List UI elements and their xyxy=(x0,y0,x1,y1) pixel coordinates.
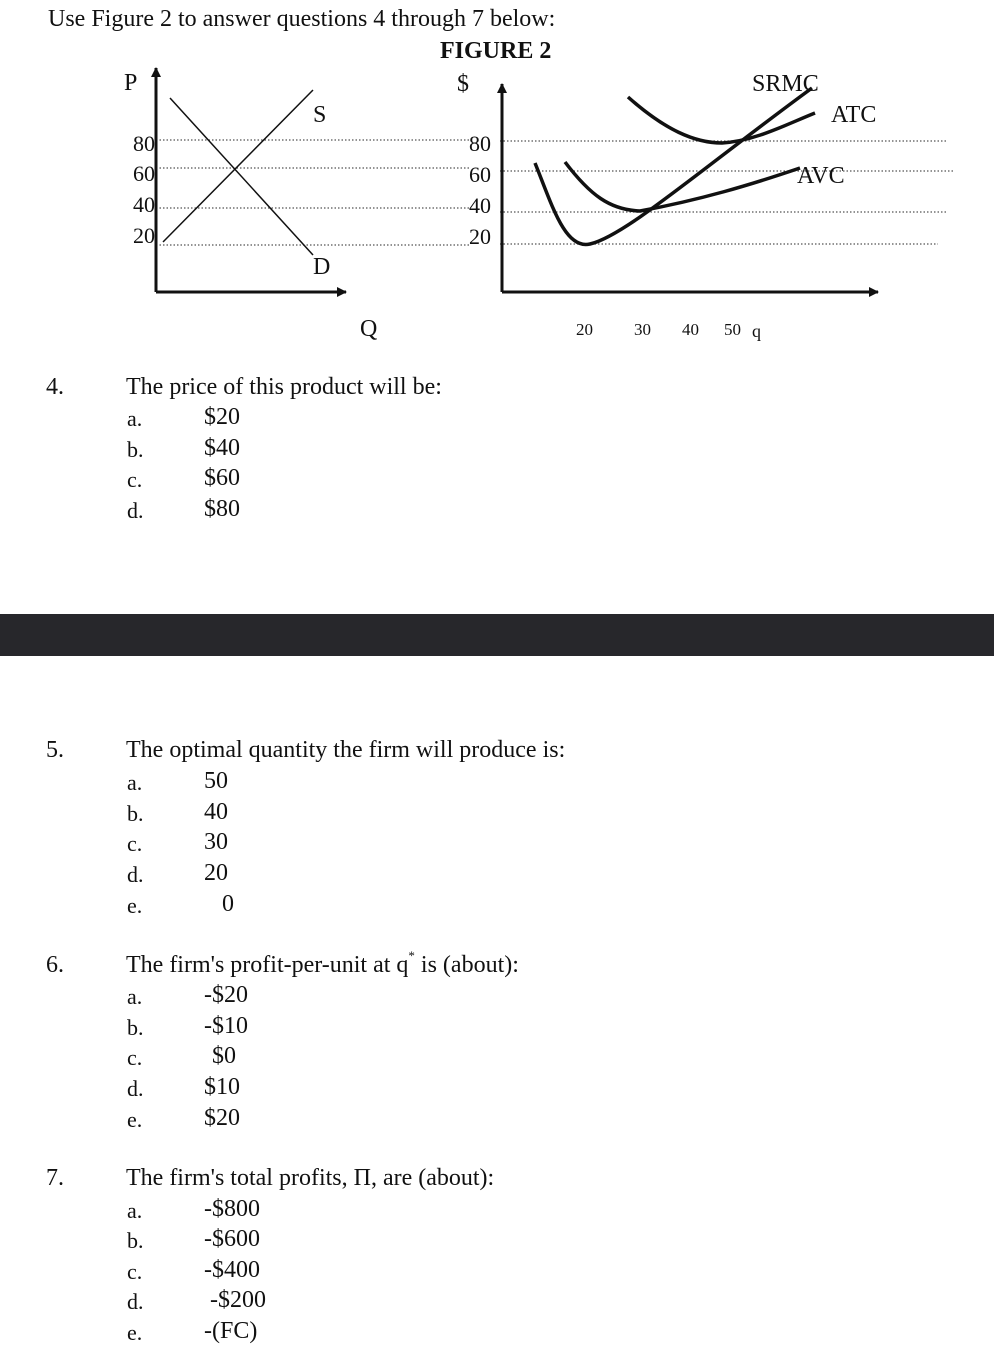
demand-curve xyxy=(170,98,313,255)
right-y-tick: 20 xyxy=(469,224,491,249)
question-number: 6. xyxy=(46,952,64,978)
option-value: $40 xyxy=(204,435,240,461)
option-label: c. xyxy=(127,467,143,492)
question-text: The firm's profit-per-unit at q* is (about): xyxy=(126,948,519,978)
question-text: The optimal quantity the firm will produce is: xyxy=(126,737,566,763)
option-value: -$20 xyxy=(204,982,248,1008)
left-y-axis-label: P xyxy=(124,70,138,96)
option-label: a. xyxy=(127,406,143,431)
option-value: 30 xyxy=(204,829,228,855)
option-value: $10 xyxy=(204,1074,240,1100)
right-x-tick: 40 xyxy=(682,320,699,339)
avc-label: AVC xyxy=(797,163,845,189)
question-number: 5. xyxy=(46,737,64,763)
option-label: b. xyxy=(127,801,144,826)
demand-label: D xyxy=(313,254,331,280)
option-label: d. xyxy=(127,498,144,523)
right-y-axis-label: $ xyxy=(457,71,469,97)
option-value: $60 xyxy=(204,465,240,491)
atc-label: ATC xyxy=(831,102,877,128)
right-x-tick: 20 xyxy=(576,320,593,339)
figure-2 xyxy=(0,0,994,350)
option-value: -$600 xyxy=(204,1226,260,1252)
option-label: b. xyxy=(127,1015,144,1040)
right-x-axis-label: q xyxy=(752,321,761,341)
left-y-tick: 60 xyxy=(133,161,155,186)
atc-curve xyxy=(628,97,815,143)
left-y-tick: 80 xyxy=(133,131,155,156)
option-label: e. xyxy=(127,1107,143,1132)
right-chart xyxy=(457,71,955,341)
srmc-curve xyxy=(535,88,812,245)
left-y-tick: 40 xyxy=(133,192,155,217)
option-value: -$400 xyxy=(204,1257,260,1283)
option-value: 40 xyxy=(204,799,228,825)
question-text: The firm's total profits, Π, are (about): xyxy=(126,1165,495,1191)
left-x-axis-label: Q xyxy=(360,316,378,342)
option-label: b. xyxy=(127,1228,144,1253)
option-label: b. xyxy=(127,437,144,462)
option-value: 50 xyxy=(204,768,228,794)
right-x-tick: 30 xyxy=(634,320,651,339)
right-y-tick: 40 xyxy=(469,193,491,218)
left-y-tick: 20 xyxy=(133,223,155,248)
figure-title: FIGURE 2 xyxy=(440,38,552,64)
option-value: -(FC) xyxy=(204,1318,258,1344)
option-value: $0 xyxy=(212,1043,236,1069)
page-divider xyxy=(0,614,994,656)
option-label: a. xyxy=(127,984,143,1009)
right-y-tick: 60 xyxy=(469,162,491,187)
question-text: The price of this product will be: xyxy=(126,374,442,400)
option-value: $20 xyxy=(204,404,240,430)
option-label: d. xyxy=(127,862,144,887)
option-label: a. xyxy=(127,770,143,795)
option-value: -$200 xyxy=(210,1287,266,1313)
option-value: 0 xyxy=(222,891,234,917)
option-label: e. xyxy=(127,893,143,918)
instructions: Use Figure 2 to answer questions 4 through 7 below: xyxy=(48,6,556,32)
option-value: -$800 xyxy=(204,1196,260,1222)
question-number: 4. xyxy=(46,374,64,400)
supply-curve xyxy=(163,90,313,242)
question-number: 7. xyxy=(46,1165,64,1191)
option-label: d. xyxy=(127,1076,144,1101)
option-label: e. xyxy=(127,1320,143,1345)
option-label: a. xyxy=(127,1198,143,1223)
option-label: c. xyxy=(127,1259,143,1284)
srmc-label: SRMC xyxy=(752,71,819,97)
option-value: -$10 xyxy=(204,1013,248,1039)
option-label: c. xyxy=(127,831,143,856)
left-chart xyxy=(124,68,470,342)
option-value: $80 xyxy=(204,496,240,522)
right-x-tick: 50 xyxy=(724,320,741,339)
option-value: $20 xyxy=(204,1105,240,1131)
option-label: c. xyxy=(127,1045,143,1070)
option-value: 20 xyxy=(204,860,228,886)
right-y-tick: 80 xyxy=(469,131,491,156)
option-label: d. xyxy=(127,1289,144,1314)
supply-label: S xyxy=(313,102,327,128)
